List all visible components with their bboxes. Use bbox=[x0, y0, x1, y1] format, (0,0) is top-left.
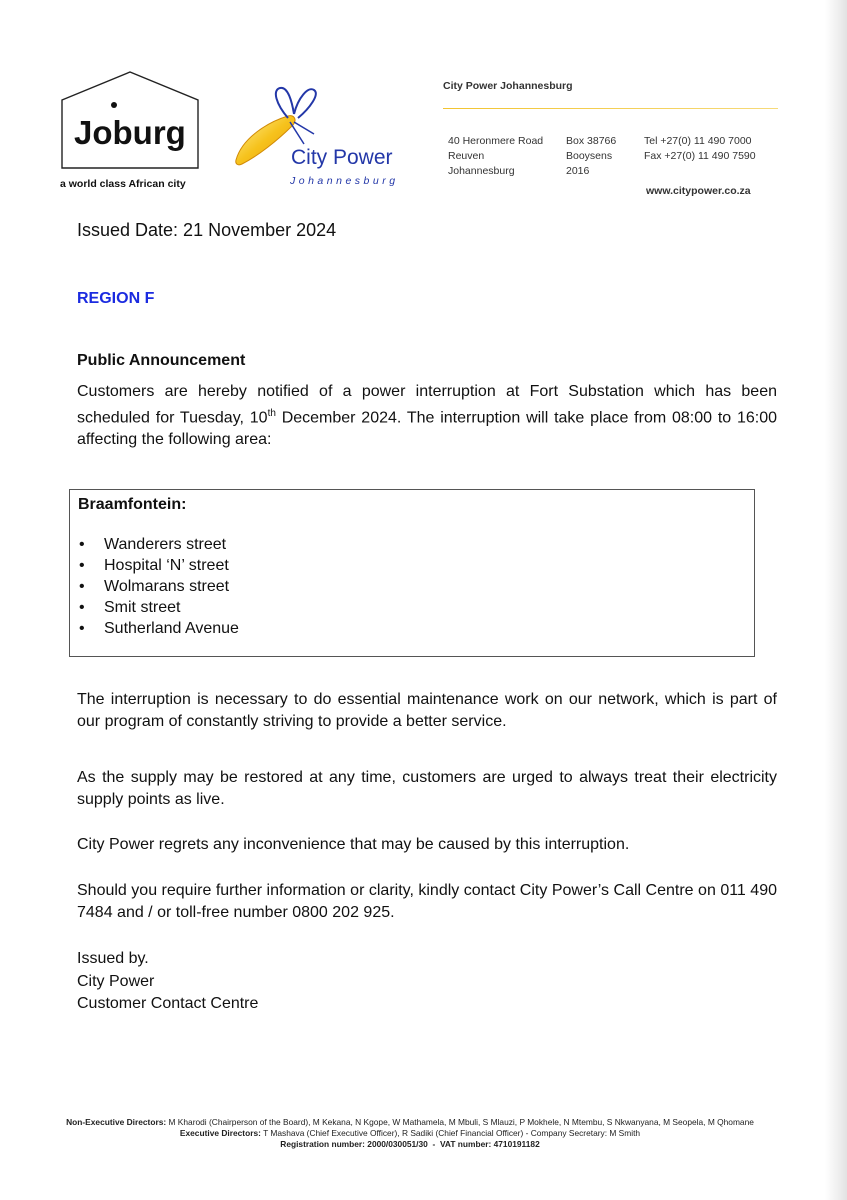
executive-directors bbox=[40, 1128, 780, 1139]
registration-line bbox=[40, 1139, 780, 1150]
street-item: • Sutherland Avenue bbox=[78, 618, 239, 639]
street-item: • Wanderers street bbox=[78, 534, 239, 555]
signoff bbox=[77, 948, 258, 1016]
footer-label: VAT number: bbox=[439, 1139, 492, 1150]
paragraph-text: December 2024. The interruption will take place from 08:00 to 16:00 affecting the following area: bbox=[77, 409, 778, 449]
address-postal bbox=[566, 134, 616, 179]
non-executive-directors bbox=[40, 1117, 780, 1128]
apology-paragraph: City Power regrets any inconvenience that may be caused by this interruption. bbox=[77, 836, 630, 853]
address-line: Johannesburg bbox=[448, 165, 515, 177]
address-line: 40 Heronmere Road bbox=[448, 135, 544, 147]
footer-label: Registration number: bbox=[280, 1139, 365, 1150]
telephone: Tel +27(0) 11 490 7000 bbox=[644, 135, 752, 147]
ordinal-suffix: th bbox=[267, 408, 276, 419]
issued-date: Issued Date: 21 November 2024 bbox=[77, 220, 337, 240]
city-power-logo-name: City Power bbox=[291, 146, 393, 169]
page-edge-shadow bbox=[825, 0, 847, 1200]
street-item: • Wolmarans street bbox=[78, 576, 239, 597]
company-name: City Power Johannesburg bbox=[443, 80, 573, 92]
city-power-logo-sub: Johannesburg bbox=[290, 175, 399, 187]
registration-number: 2000/030051/30 bbox=[364, 1139, 428, 1150]
footer-label: Non-Executive Directors: bbox=[66, 1117, 167, 1127]
address-street bbox=[448, 134, 543, 179]
area-title: Braamfontein: bbox=[78, 496, 187, 513]
street-list bbox=[78, 534, 239, 639]
footer-separator: - bbox=[427, 1139, 440, 1150]
address-contact bbox=[644, 134, 756, 164]
signoff-line: Customer Contact Centre bbox=[77, 995, 259, 1012]
signoff-line: Issued by. bbox=[77, 950, 149, 967]
header-rule bbox=[443, 108, 778, 109]
signoff-line: City Power bbox=[77, 972, 155, 990]
contact-paragraph: Should you require further information or clarity, kindly contact City Power’s Call Centre on 011 490 7484 and / or toll-free number 0800 202 925. bbox=[77, 882, 777, 921]
footer-text: T Mashava (Chief Executive Officer), R Sadiki (Chief Financial Officer) - Company Secretary: M Smith bbox=[260, 1128, 641, 1139]
joburg-logo bbox=[60, 70, 200, 170]
address-line: 2016 bbox=[566, 165, 590, 177]
region-heading: REGION F bbox=[77, 290, 155, 307]
safety-paragraph: As the supply may be restored at any time, customers are urged to always treat their electricity supply points as live. bbox=[77, 769, 777, 808]
address-line: Booysens bbox=[566, 150, 613, 162]
street-item: • Hospital ‘N’ street bbox=[78, 555, 239, 576]
fax: Fax +27(0) 11 490 7590 bbox=[644, 150, 756, 162]
announcement-paragraph bbox=[77, 381, 777, 451]
affected-area-box bbox=[69, 489, 755, 657]
address-line: Reuven bbox=[448, 150, 485, 162]
footer-text: M Kharodi (Chairperson of the Board), M Kekana, N Kgope, W Mathamela, M Mbuli, S Mlauzi, P Mokhele, N Mtembu, S Nkwanyana, M Seopela, M Qhomane bbox=[166, 1117, 754, 1127]
footer bbox=[40, 1117, 780, 1151]
vat-number: 4710191182 bbox=[491, 1139, 540, 1150]
street-item: • Smit street bbox=[78, 597, 239, 618]
announcement-heading: Public Announcement bbox=[77, 352, 246, 369]
paragraph-text: Customers are hereby notified of a power interruption at Fort Substation which has been scheduled for Tuesday, 10 bbox=[77, 383, 777, 427]
maintenance-paragraph: The interruption is necessary to do essential maintenance work on our network, which is part of our program of constantly striving to provide a better service. bbox=[77, 691, 777, 730]
address-line: Box 38766 bbox=[566, 135, 617, 147]
website-link[interactable]: www.citypower.co.za bbox=[646, 185, 751, 197]
joburg-tagline: a world class African city bbox=[60, 178, 186, 190]
footer-label: Executive Directors: bbox=[179, 1128, 261, 1139]
svg-text:Joburg: Joburg bbox=[74, 114, 186, 151]
